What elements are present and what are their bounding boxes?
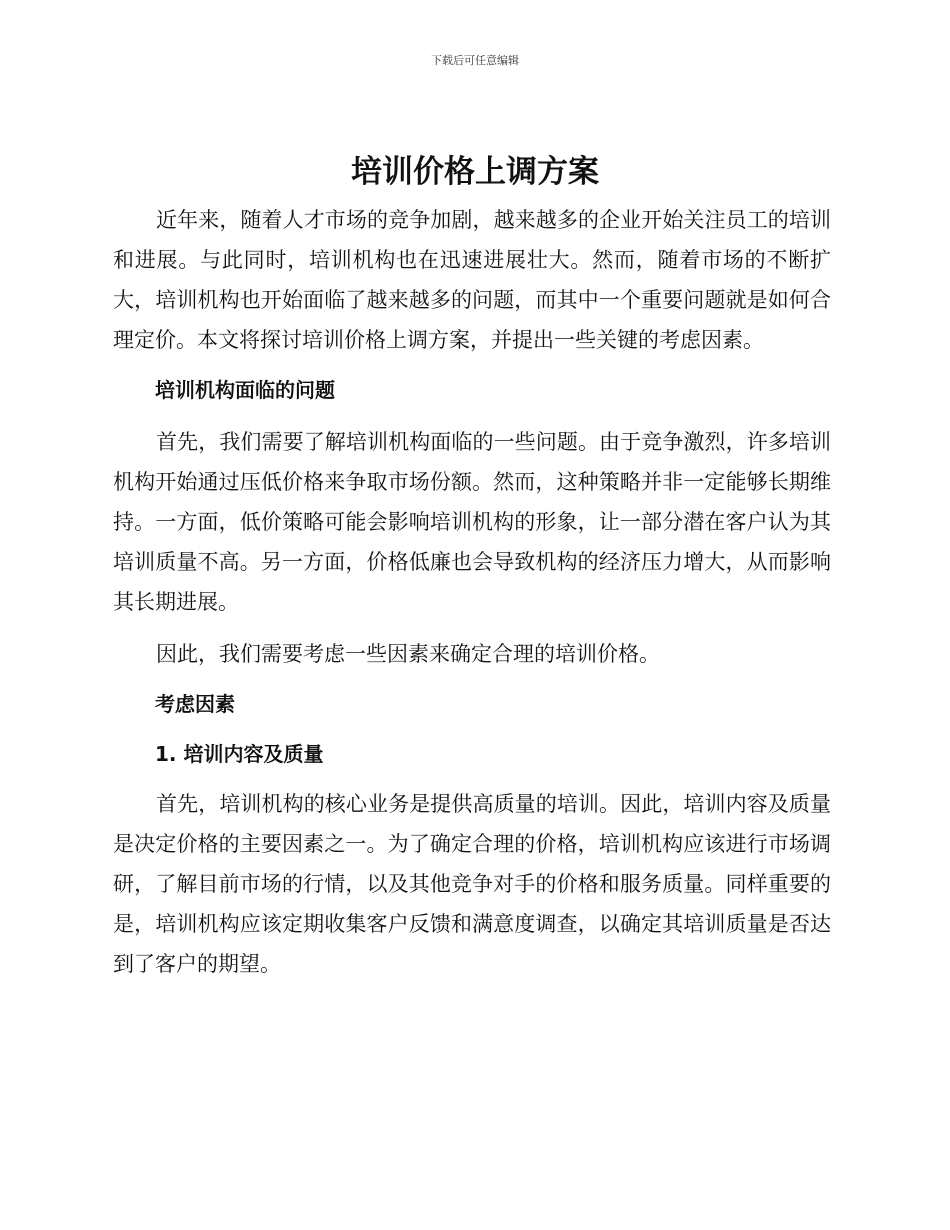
problems-paragraph: 首先，我们需要了解培训机构面临的一些问题。由于竞争激烈，许多培训机构开始通过压低价格来争取市场份额。然而，这种策略并非一定能够长期维持。一方面，低价策略可能会影响培训机构的形象，让一部分潜在客户认为其培训质量不高。另一方面，价格低廉也会导致机构的经济压力增大，从而影响其长期进展。	[113, 430, 831, 614]
page-header-note: 下载后可任意编辑	[431, 54, 519, 67]
content-quality-paragraph: 首先，培训机构的核心业务是提供高质量的培训。因此，培训内容及质量是决定价格的主要因素之一。为了确定合理的价格，培训机构应该进行市场调研，了解目前市场的行情，以及其他竞争对手的价格和服务质量。同样重要的是，培训机构应该定期收集客户反馈和满意度调查，以确定其培训质量是否达到了客户的期望。	[113, 792, 831, 976]
section-heading-problems: 培训机构面临的问题	[155, 378, 335, 402]
intro-paragraph: 近年来，随着人才市场的竞争加剧，越来越多的企业开始关注员工的培训和进展。与此同时，培训机构也在迅速进展壮大。然而，随着市场的不断扩大，培训机构也开始面临了越来越多的问题，而其中一个重要问题就是如何合理定价。本文将探讨培训价格上调方案，并提出一些关键的考虑因素。	[113, 208, 831, 352]
section-heading-factors: 考虑因素	[155, 692, 235, 716]
document-title: 培训价格上调方案	[351, 154, 599, 190]
subheading-content-quality: 1. 培训内容及质量	[155, 742, 324, 766]
document-body	[113, 200, 831, 996]
problems-conclusion-paragraph: 因此，我们需要考虑一些因素来确定合理的培训价格。	[156, 642, 661, 666]
